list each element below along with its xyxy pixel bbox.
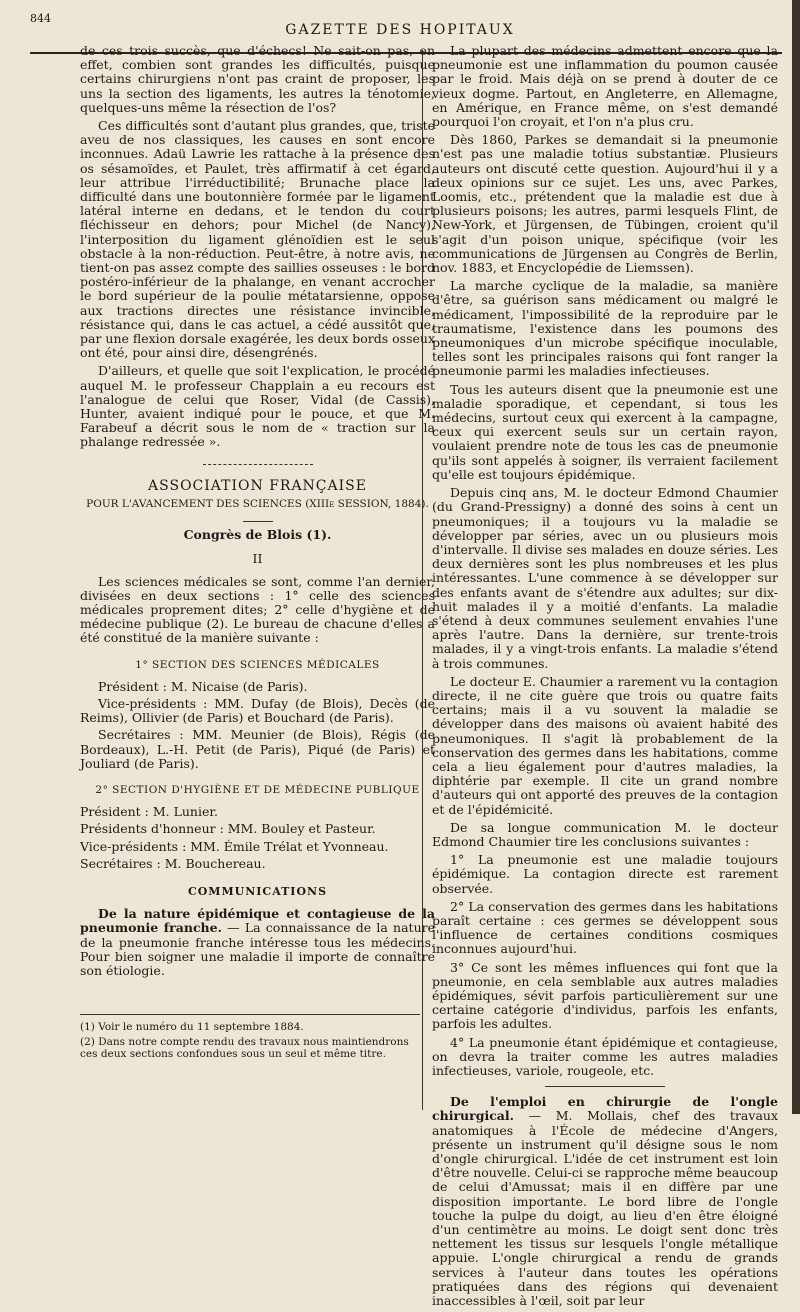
- paragraph: Dès 1860, Parkes se demandait si la pneumonie n'est pas une maladie totius substantiæ. Plusieurs auteurs ont discuté cette question. Aujourd'hui il y a deux opinions sur ce sujet. Les uns, avec Parkes, Loomis, etc., prétendent que la maladie est due à plusieurs poisons; les autres, parmi lesquels Flint, de New-York, et Jürgensen, de Tübingen, croient qu'il s'agit d'un poison unique, spécifique (voir les communications de Jürgensen au Congrès de Berlin, nov. 1883, et Encyclopédie de Liemssen).: [432, 132, 778, 276]
- article-lead: De l'emploi en chirurgie de l'ongle chirurgical.: [432, 1094, 778, 1124]
- section-title: 1° SECTION DES SCIENCES MÉDICALES: [135, 658, 380, 671]
- section-roster: [80, 680, 435, 771]
- journal-title: GAZETTE DES HOPITAUX: [285, 22, 515, 38]
- paragraph: [80, 907, 435, 978]
- communications-heading: COMMUNICATIONS: [187, 884, 328, 898]
- section-title: 2° SECTION D'HYGIÈNE ET DE MÉDECINE PUBLIQUE: [95, 783, 420, 796]
- footnotes: [80, 1014, 420, 1063]
- section-separator: [203, 464, 313, 465]
- roster-line: Secrétaires : M. Bouchereau.: [80, 855, 266, 871]
- roster-line: Vice-présidents : MM. Dufay (de Blois), Decès (de Reims), Ollivier (de Paris) et Bouchard (de Paris).: [80, 695, 435, 726]
- footnote: (2) Dans notre compte rendu des travaux nous maintiendrons ces deux sections confondues sous un seul et même titre.: [80, 1036, 409, 1060]
- footnote-rule: [80, 1014, 420, 1015]
- part-number: II: [252, 551, 263, 567]
- roster-line: Présidents d'honneur : MM. Bouley et Pasteur.: [80, 821, 376, 837]
- article-lead: De la nature épidémique et contagieuse de la pneumonie franche.: [80, 906, 435, 936]
- conclusion: 4° La pneumonie étant épidémique et contagieuse, on devra la traiter comme les autres maladies infectieuses, variole, rougeole, etc.: [432, 1034, 778, 1079]
- paragraph: Les sciences médicales se sont, comme l'an dernier, divisées en deux sections : 1° celle des sciences médicales proprement dites; 2° celle d'hygiène et de médecine publique (2). Le bureau de chacune d'elles a été constitué de la manière suivante :: [80, 573, 435, 646]
- roster-line: Président : M. Nicaise (de Paris).: [98, 678, 308, 694]
- paragraph: D'ailleurs, et quelle que soit l'explication, le procédé auquel M. le professeur Chapplain a eu recours est l'analogue de celui que Roser, Vidal (de Cassis), Hunter, avaient indiqué pour le pouce, et que M. Farabeuf a décrit sous le nom de « traction sur la phalange redressée ».: [80, 363, 435, 450]
- paragraph: [432, 1095, 778, 1308]
- paragraph: Le docteur E. Chaumier a rarement vu la contagion directe, il ne cite guère que trois ou quatre faits certains; mais il a vu souvent la maladie se développer dans des maisons où avaient habité des pneumoniques. Il s'agit là probablement de la conservation des germes dans les habitations, comme cela a lieu également pour d'autres maladies, la diphtérie par exemple. Il cite un grand nombre d'auteurs qui ont apporté des preuves de la contagion et de l'épidémicité.: [432, 673, 778, 817]
- conclusion: 3° Ce sont les mêmes influences qui font que la pneumonie, en cela semblable aux autres maladies épidémiques, sévit parfois particulièrement sur une certaine catégorie d'individus, parfois les enfants, parfois les adultes.: [432, 959, 778, 1032]
- paragraph: De sa longue communication M. le docteur Edmond Chaumier tire les conclusions suivantes :: [432, 819, 778, 849]
- short-rule: [243, 521, 273, 522]
- article-text: — M. Mollais, chef des travaux anatomiques à l'École de médecine d'Angers, présente un instrument qu'il désigne sous le nom d'ongle chirurgical. L'idée de cet instrument est loin d'être nouvelle. Celui-ci se rapproche même beaucoup de celui d'Amussat; mais il en diffère par une disposition importante. Le bord libre de l'ongle touche la pulpe du doigt, au lieu d'en être éloigné d'un centimètre au moins. Le doigt sent donc très nettement les tissus sur lesquels l'ongle métallique appuie. L'ongle chirurgical a rendu de grands services à l'auteur dans toutes les opérations pratiquées dans des régions qui devenaient inaccessibles à l'œil, soit par leur: [432, 1108, 778, 1309]
- section-separator: [545, 1086, 665, 1087]
- association-title: ASSOCIATION FRANÇAISE: [148, 477, 367, 494]
- association-subtitle: POUR L'AVANCEMENT DES SCIENCES (XIIIe SESSION, 1884).: [86, 497, 429, 510]
- roster-line: Secrétaires : MM. Meunier (de Blois), Régis (de Bordeaux), L.-H. Petit (de Paris), Piqué (de Paris) et Jouliard (de Paris).: [80, 727, 435, 771]
- paragraph: La plupart des médecins admettent encore que la pneumonie est une inflammation du poumon causée par le froid. Mais déjà on se prend à douter de ce vieux dogme. Partout, en Angleterre, en Allemagne, en Amérique, en France même, on s'est demandé pourquoi l'on croyait, et l'on n'a plus cru.: [432, 43, 778, 130]
- page-header: [0, 12, 800, 42]
- paragraph: La marche cyclique de la maladie, sa manière d'être, sa guérison sans médicament ou malgré le médicament, l'impossibilité de la reproduire par le traumatisme, l'existence dans les poumons des pneumoniques d'un microbe spécifique inoculable, telles sont les principales raisons qui font ranger la pneumonie parmi les maladies infectieuses.: [432, 278, 778, 379]
- article-text: — La connaissance de la nature de la pneumonie franche intéresse tous les médecins. Pour bien soigner une maladie il importe de connaître son étiologie.: [80, 920, 435, 978]
- right-column: [432, 44, 778, 1312]
- roster-line: Président : M. Lunier.: [80, 804, 218, 820]
- left-column: [80, 44, 435, 982]
- conclusion: 2° La conservation des germes dans les habitations paraît certaine : ces germes se développent sous l'influence de certaines conditions cosmiques inconnues aujourd'hui.: [432, 898, 778, 957]
- paragraph: Ces difficultés sont d'autant plus grandes, que, triste aveu de nos classiques, les causes en sont encore inconnues. Adaü Lawrie les rattache à la présence des os sésamoïdes, et Paulet, très affirmatif à cet égard, leur attribue l'irréductibilité; Brunache place la difficulté dans une boutonnière formée par le ligament latéral interne en dedans, et le tendon du court fléchisseur en dehors; pour Michel (de Nancy), l'interposition du ligament glénoïdien est le seul obstacle à la non-réduction. Peut-être, à notre avis, ne tient-on pas assez compte des saillies osseuses : le bord postéro-inférieur de la phalange, en venant accrocher le bord supérieur de la poulie métatarsienne, oppose aux tractions directes une résistance invincible, résistance qui, dans le cas actuel, a cédé aussitôt que, par une flexion dorsale exagérée, les deux bords osseux ont été, pour ainsi dire, désengrénés.: [80, 118, 435, 361]
- congress-heading: Congrès de Blois (1).: [183, 527, 332, 543]
- paragraph: Depuis cinq ans, M. le docteur Edmond Chaumier (du Grand-Pressigny) a donné des soins à cent un pneumoniques; il a toujours vu la maladie se développer par séries, avec un ou plusieurs mois d'intervalle. Il divise ses malades en douze séries. Les deux dernières sont les plus nombreuses et les plus intéressantes. L'une commence à se développer sur des enfants avant de s'étendre aux adultes; sur dix-huit malades il y a moitié d'enfants. La maladie s'étend à deux communes seulement envahies l'une après l'autre. Dans la dernière, sur trente-trois malades, il y a vingt-trois enfants. La maladie s'étend à trois communes.: [432, 485, 778, 671]
- paragraph: Tous les auteurs disent que la pneumonie est une maladie sporadique, et cependant, si tous les médecins, surtout ceux qui exercent à la campagne, ceux qui exercent seuls sur un certain rayon, voulaient prendre note de tous les cas de pneumonie qu'ils sont appelés à soigner, ils verraient facilement qu'elle est toujours épidémique.: [432, 381, 778, 482]
- paragraph: de ces trois succès, que d'échecs! Ne sait-on pas, en effet, combien sont grandes les difficultés, puisque certains chirurgiens n'ont pas craint de proposer, les uns la section des ligaments, les autres la ténotomie, quelques-uns même la résection de l'os?: [80, 43, 435, 115]
- footnote: (1) Voir le numéro du 11 septembre 1884.: [80, 1021, 304, 1033]
- section-roster: [80, 805, 435, 871]
- conclusion: 1° La pneumonie est une maladie toujours épidémique. La contagion directe est rarement observée.: [432, 852, 778, 896]
- page-number: 844: [30, 12, 51, 25]
- roster-line: Vice-présidents : MM. Émile Trélat et Yvonneau.: [80, 838, 389, 854]
- binding-edge: [792, 0, 800, 1114]
